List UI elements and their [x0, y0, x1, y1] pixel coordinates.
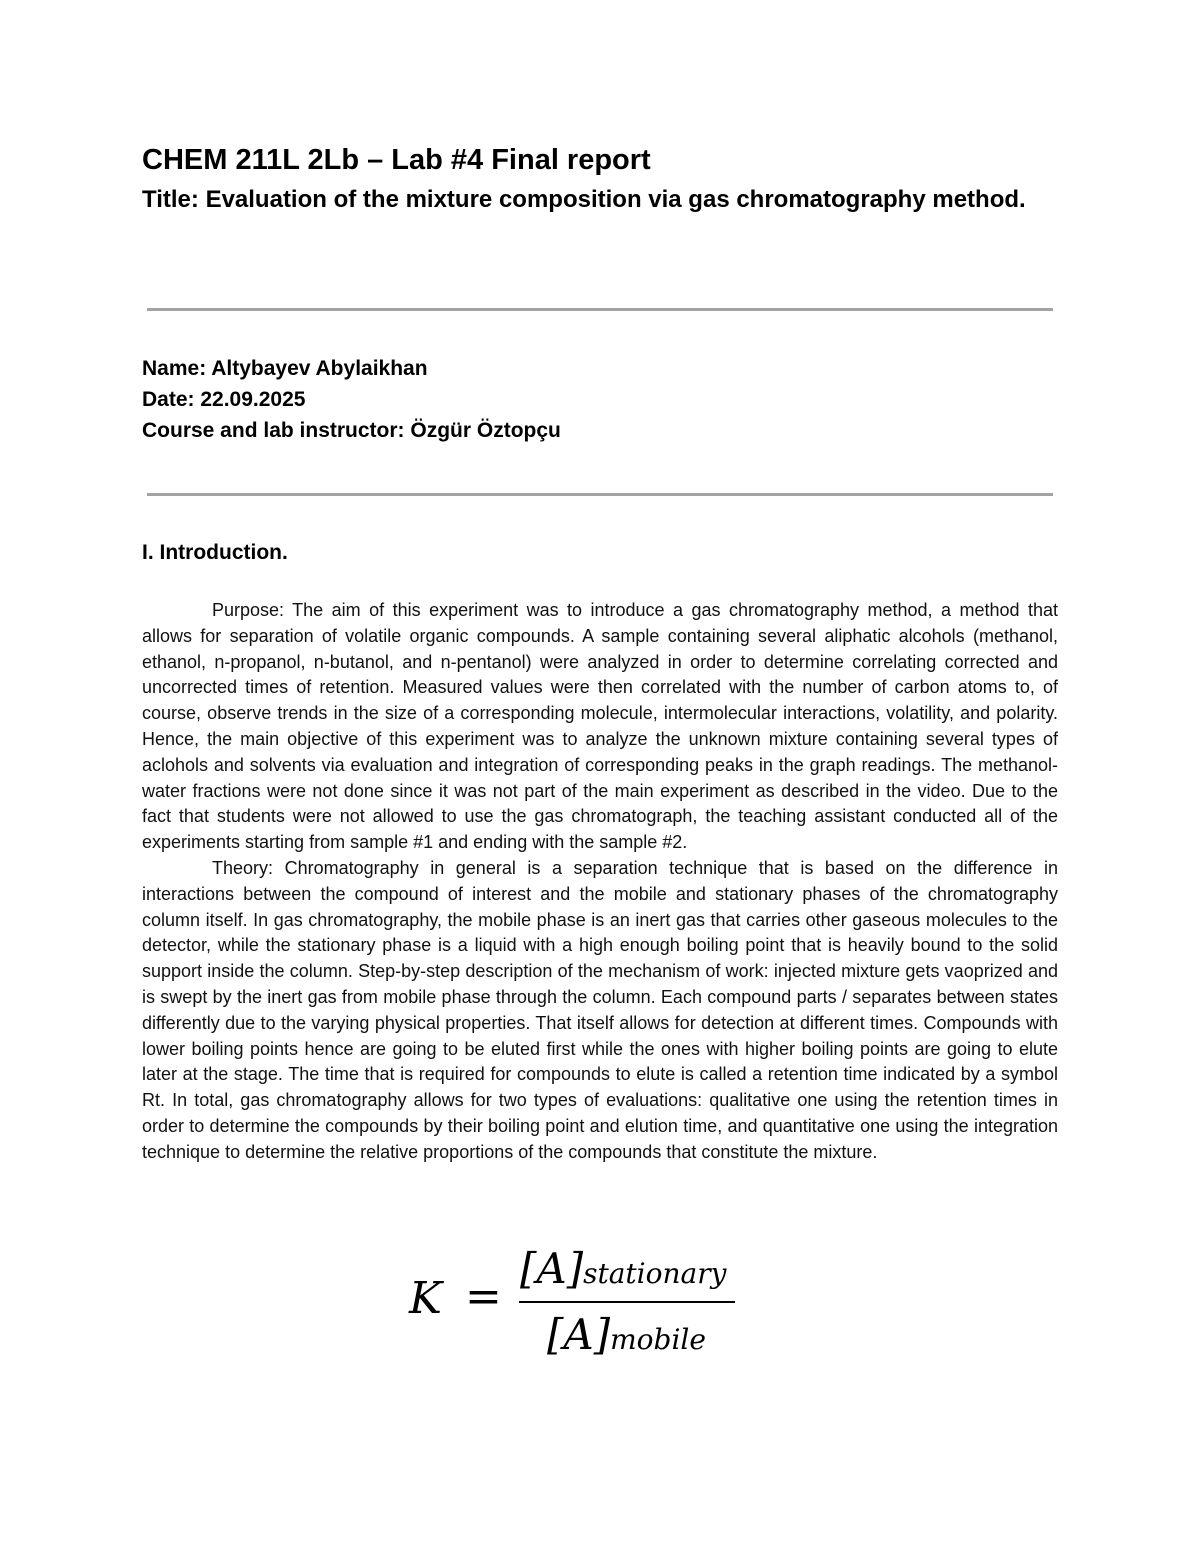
- denominator-subscript: mobile: [610, 1323, 706, 1356]
- formula-equals: =: [465, 1271, 502, 1322]
- introduction-body: [142, 598, 1058, 1166]
- theory-paragraph: Theory: Chromatography in general is a separation technique that is based on the difference in interactions between the compound of interest and the mobile and stationary phases of the chromatography column itself. In gas chromatography, the mobile phase is an inert gas that carries other gaseous molecules to the detector, while the stationary phase is a liquid with a high enough boiling point that is heavily bound to the solid support inside the column. Step-by-step description of the mechanism of work: injected mixture gets vaoprized and is swept by the inert gas from mobile phase through the column. Each compound parts / separates between states differently due to the varying physical properties. That itself allows for detection at different times. Compounds with lower boiling points hence are going to be eluted first while the ones with higher boiling points are going to elute later at the stage. The time that is required for compounds to elute is called a retention time indicated by a symbol Rt. In total, gas chromatography allows for two types of evaluations: qualitative one using the retention times in order to determine the compounds by their boiling point and elution time, and quantitative one using the integration technique to determine the relative proportions of the compounds that constitute the mixture.: [142, 857, 1058, 1162]
- formula-denominator: [547, 1309, 706, 1370]
- report-title: Title: Evaluation of the mixture composition via gas chromatography method.: [142, 186, 1026, 213]
- formula-numerator: [520, 1243, 726, 1304]
- horizontal-divider-top: [147, 308, 1053, 311]
- author-info-block: [142, 353, 561, 446]
- numerator-concentration: [A]: [520, 1244, 584, 1293]
- introduction-heading: I. Introduction.: [142, 541, 288, 564]
- student-name: Name: Altybayev Abylaikhan: [142, 357, 428, 380]
- denominator-concentration: [A]: [547, 1310, 611, 1359]
- partition-coefficient-formula: [405, 1243, 745, 1363]
- formula-lhs: K: [409, 1273, 442, 1324]
- instructor-name: Course and lab instructor: Özgür Öztopçu: [142, 419, 561, 442]
- numerator-subscript: stationary: [583, 1257, 727, 1290]
- horizontal-divider-bottom: [147, 493, 1053, 496]
- course-title: CHEM 211L 2Lb – Lab #4 Final report: [142, 144, 651, 176]
- report-date: Date: 22.09.2025: [142, 388, 306, 411]
- purpose-paragraph: Purpose: The aim of this experiment was to introduce a gas chromatography method, a method that allows for separation of volatile organic compounds. A sample containing several aliphatic alcohols (methanol, ethanol, n-propanol, n-butanol, and n-pentanol) were analyzed in order to determine correlating corrected and uncorrected times of retention. Measured values were then correlated with the number of carbon atoms to, of course, observe trends in the size of a corresponding molecule, intermolecular interactions, volatility, and polarity. Hence, the main objective of this experiment was to analyze the unknown mixture containing several types of aclohols and solvents via evaluation and integration of corresponding peaks in the graph readings. The methanol-water fractions were not done since it was not part of the main experiment as described in the video. Due to the fact that students were not allowed to use the gas chromatograph, the teaching assistant conducted all of the experiments starting from sample #1 and ending with the sample #2.: [142, 600, 1058, 853]
- fraction-bar: [519, 1301, 735, 1303]
